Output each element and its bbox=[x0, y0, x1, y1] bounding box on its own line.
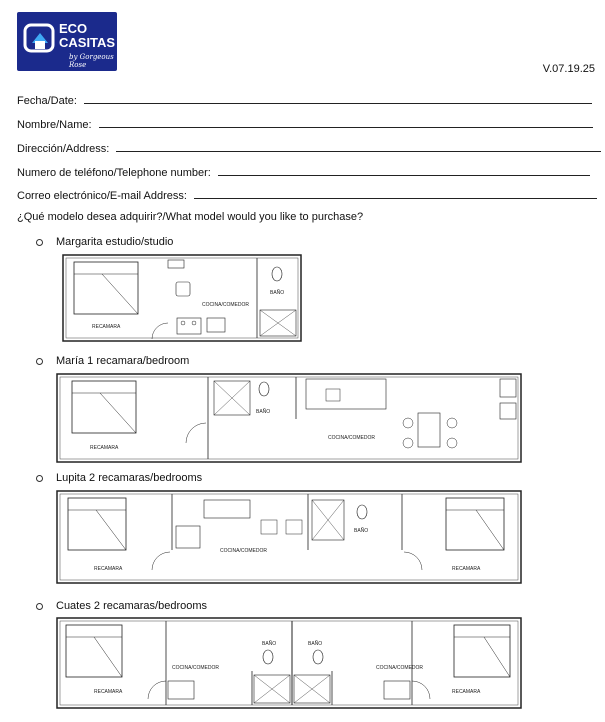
email-label: Correo electrónico/E-mail Address: bbox=[17, 190, 187, 202]
radio-bullet-icon[interactable] bbox=[36, 236, 48, 248]
label-kitchen: COCINA/COMEDOR bbox=[202, 302, 249, 308]
option-lupita[interactable]: Lupita 2 recamaras/bedrooms bbox=[36, 472, 202, 484]
label-kitchen-right: COCINA/COMEDOR bbox=[376, 665, 423, 671]
label-bath-right: BAÑO bbox=[308, 641, 323, 647]
date-field[interactable] bbox=[17, 94, 592, 107]
label-kitchen: COCINA/COMEDOR bbox=[220, 548, 267, 554]
option-margarita[interactable]: Margarita estudio/studio bbox=[36, 236, 173, 248]
form-version: V.07.19.25 bbox=[542, 63, 595, 75]
label-bath: BAÑO bbox=[270, 290, 285, 296]
date-input-line[interactable] bbox=[84, 94, 592, 104]
floorplan-maria bbox=[56, 373, 522, 463]
name-label: Nombre/Name: bbox=[17, 119, 92, 131]
label-bedroom: RECAMARA bbox=[92, 324, 121, 330]
label-bedroom-right: RECAMARA bbox=[452, 566, 481, 572]
label-bath: BAÑO bbox=[354, 528, 369, 534]
logo-tagline: by Gorgeous Rose bbox=[69, 53, 114, 69]
address-label: Dirección/Address: bbox=[17, 143, 110, 155]
phone-input-line[interactable] bbox=[218, 166, 590, 176]
address-field[interactable] bbox=[17, 142, 601, 155]
email-field[interactable] bbox=[17, 189, 597, 202]
label-bedroom-left: RECAMARA bbox=[94, 566, 123, 572]
radio-bullet-icon[interactable] bbox=[36, 472, 48, 484]
floorplan-cuates bbox=[56, 617, 522, 709]
radio-bullet-icon[interactable] bbox=[36, 355, 48, 367]
label-bedroom-right: RECAMARA bbox=[452, 689, 481, 695]
name-field[interactable] bbox=[17, 118, 593, 131]
date-label: Fecha/Date: bbox=[17, 95, 77, 107]
label-bedroom-left: RECAMARA bbox=[94, 689, 123, 695]
option-maria[interactable]: María 1 recamara/bedroom bbox=[36, 355, 189, 367]
house-logo-icon bbox=[23, 21, 57, 55]
eco-casitas-logo bbox=[17, 12, 117, 71]
address-input-line[interactable] bbox=[116, 142, 601, 152]
label-kitchen: COCINA/COMEDOR bbox=[328, 435, 375, 441]
option-cuates[interactable]: Cuates 2 recamaras/bedrooms bbox=[36, 600, 207, 612]
phone-field[interactable] bbox=[17, 166, 590, 179]
radio-bullet-icon[interactable] bbox=[36, 600, 48, 612]
phone-label: Numero de teléfono/Telephone number: bbox=[17, 167, 211, 179]
floorplan-margarita bbox=[62, 254, 302, 342]
name-input-line[interactable] bbox=[99, 118, 593, 128]
model-question: ¿Qué modelo desea adquirir?/What model would you like to purchase? bbox=[17, 211, 364, 223]
email-input-line[interactable] bbox=[194, 189, 597, 199]
floorplan-lupita bbox=[56, 490, 522, 584]
label-bath: BAÑO bbox=[256, 409, 271, 415]
label-bedroom: RECAMARA bbox=[90, 445, 119, 451]
logo-casitas-text: CASITAS bbox=[59, 35, 116, 50]
label-bath-left: BAÑO bbox=[262, 641, 277, 647]
label-kitchen-left: COCINA/COMEDOR bbox=[172, 665, 219, 671]
logo-eco-text: ECO bbox=[59, 21, 88, 36]
